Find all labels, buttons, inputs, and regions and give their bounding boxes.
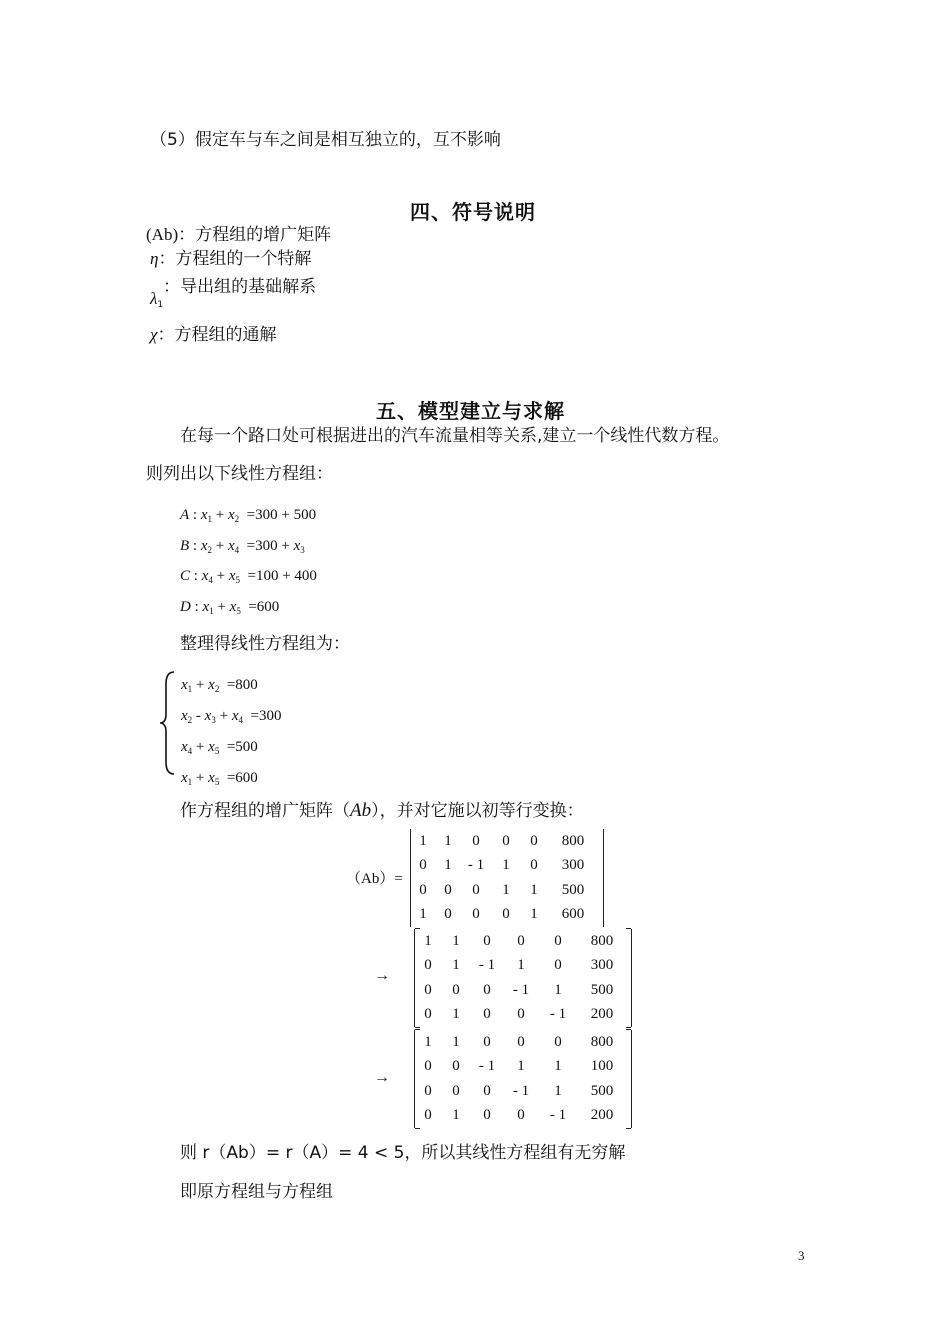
matrix-cell: - 1 (478, 1058, 496, 1075)
matrix-cell: 1 (502, 857, 510, 874)
matrix-cell: 1 (517, 957, 525, 974)
system-equation: $x_4 + x_5 =500$ (181, 739, 258, 756)
matrix-cell: 1 (502, 881, 510, 898)
matrix-cell: 1 (424, 932, 432, 949)
matrix-cell: 0 (517, 1006, 525, 1023)
matrix-cell: 0 (530, 857, 538, 874)
matrix-cell: 200 (590, 1006, 614, 1023)
matrix-cell: 0 (452, 981, 460, 998)
left-brace (158, 670, 178, 776)
matrix-cell: 0 (424, 981, 432, 998)
symbol-item-chi (150, 320, 276, 345)
matrix-intro (180, 796, 584, 822)
matrix-row (411, 829, 603, 854)
matrix-cell: 0 (517, 932, 525, 949)
matrix-cell: 1 (554, 1058, 562, 1075)
matrix-cell: 0 (554, 957, 562, 974)
matrix-cell: 0 (472, 906, 480, 923)
matrix-cell: 0 (554, 932, 562, 949)
page-number: 3 (798, 1248, 805, 1263)
matrix-row (415, 1003, 631, 1028)
section-5-title: 五、模型建立与求解 (376, 399, 565, 423)
matrix-cell: 0 (424, 1082, 432, 1099)
matrix-cell: 0 (517, 1033, 525, 1050)
matrix-cell: 600 (561, 906, 585, 923)
node-equation: D : $x_1 + x_5 =600$ (180, 599, 280, 617)
matrix-cell: 0 (424, 1006, 432, 1023)
symbol-desc: ：方程组的增广矩阵 (178, 225, 332, 245)
matrix-cell: 1 (452, 1107, 460, 1124)
linear-system (181, 672, 281, 796)
system-equation: $x_1 + x_2 =800$ (181, 677, 258, 694)
matrix-row (415, 1030, 631, 1055)
symbol-desc: ：方程组的通解 (157, 325, 277, 345)
matrix-cell: - 1 (467, 857, 485, 874)
matrix-cell: 0 (483, 981, 491, 998)
matrix-cell: - 1 (512, 1082, 530, 1099)
matrix-cell: 0 (424, 957, 432, 974)
matrix-cell: 100 (590, 1058, 614, 1075)
symbol: η (150, 249, 159, 268)
matrix-cell: 500 (590, 981, 614, 998)
matrix-cell: 0 (444, 906, 452, 923)
matrix-cell: 1 (444, 857, 452, 874)
symbol-item-lambda (150, 272, 317, 310)
matrix-cell: 300 (561, 857, 585, 874)
matrix-cell: 0 (483, 1006, 491, 1023)
matrix-cell: 1 (530, 906, 538, 923)
matrix-cell: 0 (452, 1082, 460, 1099)
intro-line-1: 在每一个路口处可根据进出的汽车流量相等关系,建立一个线性代数方程。 (180, 426, 730, 446)
symbol-desc: ：导出组的基础解系 (163, 277, 317, 297)
matrix-cell: 0 (483, 932, 491, 949)
symbol-item-ab (146, 220, 331, 245)
matrix-cell: 0 (483, 1082, 491, 1099)
matrix-cell: 1 (530, 881, 538, 898)
assumption-5: （5）假定车与车之间是相互独立的，互不影响 (150, 130, 501, 150)
matrix-cell: 0 (502, 906, 510, 923)
rank-conclusion: 则 r（Ab）= r（A）= 4 < 5，所以其线性方程组有无穷解 (180, 1143, 626, 1163)
matrix-cell: 1 (444, 832, 452, 849)
node-equations (180, 502, 317, 625)
matrix-cell: 500 (561, 881, 585, 898)
matrix-cell: 1 (419, 906, 427, 923)
matrix-row (415, 978, 631, 1003)
matrix-cell: - 1 (549, 1107, 567, 1124)
matrix-cell: 500 (590, 1082, 614, 1099)
system-equation: $x_1 + x_5 =600$ (181, 770, 258, 787)
symbol: (Ab) (146, 225, 179, 244)
matrix-cell: 800 (590, 1033, 614, 1050)
matrix-row (415, 1055, 631, 1080)
matrix-cell: 800 (590, 932, 614, 949)
matrix-cell: 0 (419, 881, 427, 898)
system-equation: $x_2 - x_3 + x_4 =300$ (181, 708, 282, 725)
matrix-cell: 0 (419, 857, 427, 874)
matrix-cell: 0 (517, 1107, 525, 1124)
node-equation: B : $x_2 + x_4 =300 + x_3$ (180, 537, 305, 555)
matrix-row (411, 854, 603, 879)
arrow-icon: → (374, 1069, 390, 1086)
matrix-cell: 0 (452, 1058, 460, 1075)
matrix-row (415, 954, 631, 979)
matrix-cell: 1 (517, 1058, 525, 1075)
matrix-intro-ab: Ab (350, 800, 372, 821)
matrix-cell: 1 (452, 957, 460, 974)
matrix-label: （Ab）= (346, 871, 403, 887)
matrix-cell: 1 (554, 1082, 562, 1099)
matrix-cell: - 1 (478, 957, 496, 974)
matrix-row (411, 903, 603, 928)
matrix-cell: 0 (444, 881, 452, 898)
matrix-cell: 0 (483, 1033, 491, 1050)
symbol-item-eta (150, 244, 311, 269)
matrix-cell: 0 (554, 1033, 562, 1050)
matrix-intro-b: ），并对它施以初等行变换： (371, 801, 584, 821)
matrix-cell: 1 (452, 1033, 460, 1050)
augmented-matrix-3 (414, 1030, 632, 1128)
matrix-cell: 0 (472, 881, 480, 898)
section-4-title: 四、符号说明 (410, 200, 536, 224)
matrix-intro-a: 作方程组的增广矩阵（ (180, 801, 350, 821)
matrix-row (411, 878, 603, 903)
last-line: 即原方程组与方程组 (180, 1182, 333, 1202)
matrix-cell: 0 (472, 832, 480, 849)
matrix-cell: 1 (424, 1033, 432, 1050)
matrix-cell: 800 (561, 832, 585, 849)
matrix-cell: 1 (452, 1006, 460, 1023)
node-equation: C : $x_4 + x_5 =100 + 400$ (180, 568, 317, 586)
matrix-cell: 1 (452, 932, 460, 949)
augmented-matrix-2 (414, 929, 632, 1027)
matrix-cell: 200 (590, 1107, 614, 1124)
organized-label: 整理得线性方程组为： (180, 634, 350, 654)
matrix-cell: - 1 (549, 1006, 567, 1023)
matrix-cell: 0 (502, 832, 510, 849)
matrix-row (415, 1104, 631, 1129)
symbol-sub: 1 (157, 300, 164, 310)
augmented-matrix-1 (410, 829, 604, 927)
arrow-icon: → (374, 967, 390, 984)
node-equation: A : $x_1 + x_2 =300 + 500$ (180, 507, 317, 524)
matrix-cell: 0 (424, 1058, 432, 1075)
matrix-cell: 0 (483, 1107, 491, 1124)
intro-line-2: 则列出以下线性方程组： (146, 464, 333, 484)
matrix-cell: 1 (554, 981, 562, 998)
matrix-cell: - 1 (512, 981, 530, 998)
matrix-2-rows (415, 929, 631, 1027)
matrix-cell: 0 (530, 832, 538, 849)
symbol: λ (150, 289, 158, 308)
symbol: χ (150, 325, 158, 344)
matrix-3-rows (415, 1030, 631, 1128)
matrix-cell: 300 (590, 957, 614, 974)
matrix-row (415, 1079, 631, 1104)
matrix-cell: 1 (419, 832, 427, 849)
matrix-row (415, 929, 631, 954)
matrix-cell: 0 (424, 1107, 432, 1124)
symbol-desc: ：方程组的一个特解 (158, 249, 312, 269)
matrix-1-rows (411, 829, 603, 927)
